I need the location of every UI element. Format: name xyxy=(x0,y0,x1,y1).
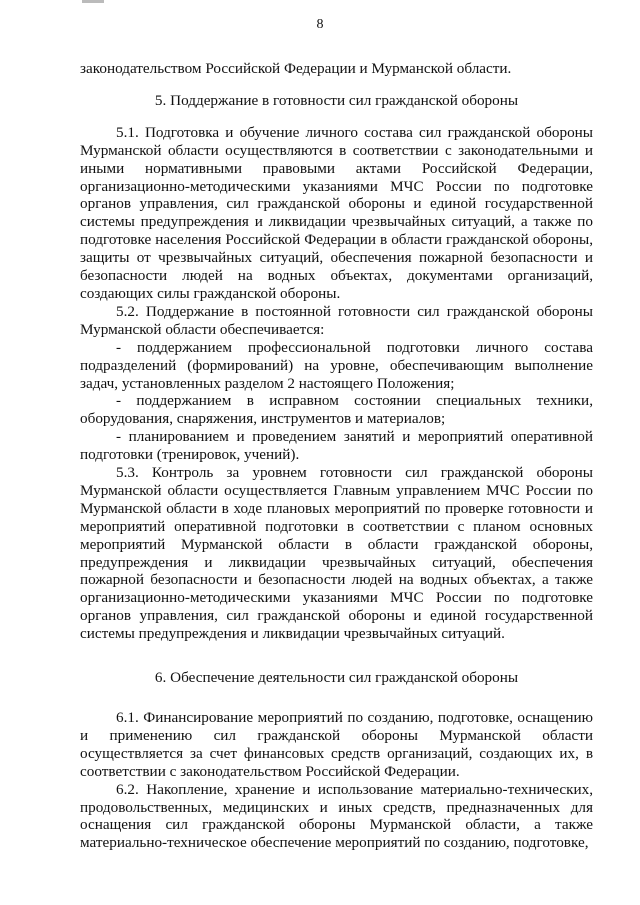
document-body xyxy=(80,60,593,852)
paragraph-6-1: 6.1. Финансирование мероприятий по созданию, подготовке, оснащению и применению сил гражданской обороны Мурманской области осуществляется за счет финансовых средств организаций, создающих их, в соответствии с законодательством Российской Федерации. xyxy=(80,709,593,780)
paragraph-5-3: 5.3. Контроль за уровнем готовности сил гражданской обороны Мурманской области осуществляется Главным управлением МЧС России по Мурманской области в ходе плановых мероприятий по проверке готовности и мероприятий оперативной подготовки в соответствии с планом основных мероприятий Мурманской области в области гражданской обороны, предупреждения и ликвидации чрезвычайных ситуаций, обеспечения пожарной безопасности и безопасности людей на водных объектах, а также организационно-методическими указаниями МЧС России по подготовке органов управления, сил гражданской обороны и единой государственной системы предупреждения и ликвидации чрезвычайных ситуаций. xyxy=(80,464,593,643)
paragraph-5-2: 5.2. Поддержание в постоянной готовности сил гражданской обороны Мурманской области обеспечивается: xyxy=(80,302,593,338)
section-5-heading: 5. Поддержание в готовности сил гражданской обороны xyxy=(154,91,519,109)
spacer xyxy=(80,643,593,669)
scan-artifact xyxy=(82,0,104,3)
bullet-item: - поддержанием профессиональной подготовки личного состава подразделений (формирований) на уровне, обеспечивающим выполнение задач, установленных разделом 2 настоящего Положения; xyxy=(80,338,593,392)
paragraph-6-2: 6.2. Накопление, хранение и использование материально-технических, продовольственных, медицинских и иных средств, предназначенных для оснащения сил гражданской обороны Мурманской области, а также материально-техническое обеспечение мероприятий по созданию, подготовке, xyxy=(80,780,593,852)
bullet-item: - поддержанием в исправном состоянии специальных техники, оборудования, снаряжения, инструментов и материалов; xyxy=(80,392,593,428)
intro-paragraph: законодательством Российской Федерации и Мурманской области. xyxy=(80,60,512,77)
paragraph-5-1: 5.1. Подготовка и обучение личного состава сил гражданской обороны Мурманской области осуществляются в соответствии с законодательными и иными нормативными правовыми актами Российской Федерации, организационно-методическими указаниями МЧС России по подготовке органов управления, сил гражданской обороны и единой государственной системы предупреждения и ликвидации чрезвычайных ситуаций, а также по подготовке населения Российской Федерации в области гражданской обороны, защиты от чрезвычайных ситуаций, обеспечения пожарной безопасности и безопасности людей на водных объектах, документами организаций, создающих силы гражданской обороны. xyxy=(80,123,593,302)
bullet-item: - планированием и проведением занятий и мероприятий оперативной подготовки (тренировок, учений). xyxy=(80,428,593,464)
section-6-heading: 6. Обеспечение деятельности сил гражданской обороны xyxy=(154,669,519,687)
page-number: 8 xyxy=(316,17,324,32)
